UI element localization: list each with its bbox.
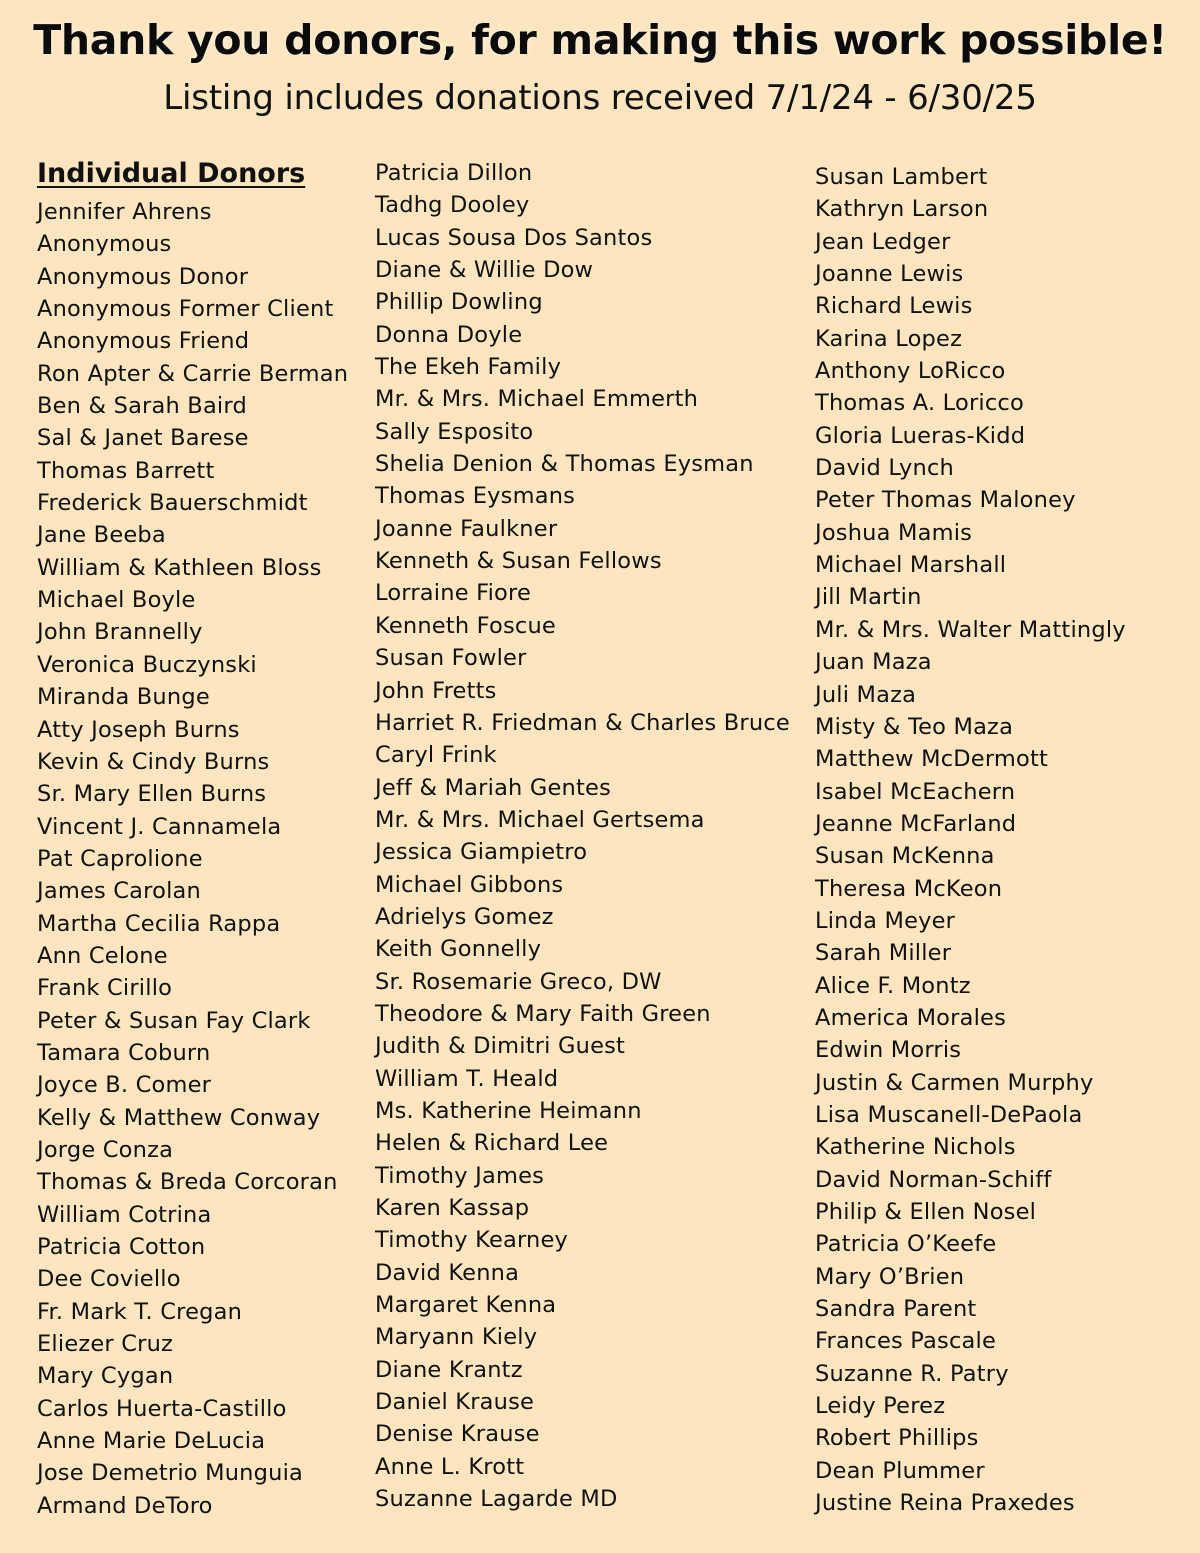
donor-name: Carlos Huerta-Castillo <box>37 1395 287 1422</box>
donor-name: Jessica Giampietro <box>375 839 588 866</box>
donor-name: Edwin Morris <box>815 1037 962 1064</box>
donor-name: Isabel McEachern <box>815 778 1016 805</box>
donor-name: Theodore & Mary Faith Green <box>375 1000 711 1027</box>
donor-name: Karina Lopez <box>815 325 963 352</box>
donor-name: Sal & Janet Barese <box>37 425 249 452</box>
donor-name: James Carolan <box>37 878 201 905</box>
donor-name: Susan McKenna <box>815 843 995 870</box>
donor-name: Sr. Mary Ellen Burns <box>37 781 267 808</box>
donor-name: Lisa Muscanell-DePaola <box>815 1101 1083 1128</box>
donor-name: Justin & Carmen Murphy <box>815 1069 1094 1096</box>
donor-name: Frank Cirillo <box>37 975 173 1002</box>
donor-name: Anthony LoRicco <box>815 358 1006 385</box>
donor-name: Timothy Kearney <box>375 1227 569 1254</box>
donor-name: Thomas & Breda Corcoran <box>37 1169 338 1196</box>
donor-name: Karen Kassap <box>375 1195 530 1221</box>
donor-name: Martha Cecilia Rappa <box>37 910 281 937</box>
donor-name: Keith Gonnelly <box>375 936 542 963</box>
donor-name: Margaret Kenna <box>375 1292 557 1319</box>
donor-name: Philip & Ellen Nosel <box>815 1199 1037 1225</box>
donor-name: Peter & Susan Fay Clark <box>37 1007 311 1034</box>
donor-name: Gloria Lueras-Kidd <box>815 422 1026 449</box>
donor-name: David Norman-Schiff <box>815 1166 1052 1193</box>
page-title: Thank you donors, for making this work possible! <box>33 16 1167 64</box>
donor-name: Patricia Dillon <box>375 160 533 186</box>
donor-name: Anonymous Former Client <box>37 296 334 323</box>
donor-name: The Ekeh Family <box>375 354 562 381</box>
donor-name: Kelly & Matthew Conway <box>37 1104 321 1131</box>
donor-name: Daniel Krause <box>375 1389 535 1416</box>
donor-name: Kathryn Larson <box>815 196 989 223</box>
donor-name: Theresa McKeon <box>815 875 1003 902</box>
donor-name: Thomas Barrett <box>37 457 215 484</box>
donor-name: Frances Pascale <box>815 1328 997 1355</box>
donor-name: Veronica Buczynski <box>37 651 257 678</box>
donor-name: Katherine Nichols <box>815 1134 1016 1161</box>
donor-name: Thomas Eysmans <box>375 483 576 510</box>
donor-name: Jean Ledger <box>815 228 951 255</box>
donor-name: David Lynch <box>815 455 954 482</box>
donor-name: Adrielys Gomez <box>375 903 554 930</box>
donor-name: Fr. Mark T. Cregan <box>37 1298 243 1325</box>
donor-name: Peter Thomas Maloney <box>815 487 1076 514</box>
donor-name: Matthew McDermott <box>815 746 1049 773</box>
donor-name: Michael Gibbons <box>375 871 564 898</box>
donor-name: Juan Maza <box>815 649 932 676</box>
donor-name: Dean Plummer <box>815 1457 985 1484</box>
donor-name: Susan Fowler <box>375 645 527 672</box>
donor-name: John Fretts <box>375 677 497 704</box>
donor-name: Mr. & Mrs. Michael Emmerth <box>375 386 699 413</box>
donor-name: Susan Lambert <box>815 164 988 190</box>
donor-name: Suzanne R. Patry <box>815 1360 1009 1387</box>
donor-name: Jane Beeba <box>37 522 166 549</box>
donor-name: Dee Coviello <box>37 1266 181 1293</box>
donor-name: Atty Joseph Burns <box>37 716 240 743</box>
donor-name: Anonymous Donor <box>37 263 249 290</box>
donor-name: Thomas A. Loricco <box>815 390 1024 417</box>
donor-name: Frederick Bauerschmidt <box>37 490 308 517</box>
donor-name: Michael Marshall <box>815 552 1007 579</box>
donor-name: Robert Phillips <box>815 1425 979 1452</box>
donor-column-1 <box>37 196 348 1522</box>
donor-name: Miranda Bunge <box>37 684 210 711</box>
donor-name: Sarah Miller <box>815 940 952 967</box>
donor-name: Patricia O’Keefe <box>815 1231 997 1258</box>
donor-name: America Morales <box>815 1004 1006 1031</box>
donor-name: Ben & Sarah Baird <box>37 393 247 420</box>
donor-name: Ann Celone <box>37 942 168 969</box>
donor-name: Sally Esposito <box>375 418 534 445</box>
donor-name: Eliezer Cruz <box>37 1331 174 1358</box>
donor-name: Anonymous <box>37 231 172 258</box>
donor-name: Kevin & Cindy Burns <box>37 748 270 775</box>
donor-name: Jill Martin <box>815 584 922 611</box>
donor-name: Lorraine Fiore <box>375 580 532 607</box>
donor-name: Jeanne McFarland <box>815 810 1017 837</box>
donor-name: Mary Cygan <box>37 1363 174 1390</box>
donor-name: Mr. & Mrs. Michael Gertsema <box>375 806 705 833</box>
donor-name: Maryann Kiely <box>375 1324 538 1351</box>
donor-name: Jeff & Mariah Gentes <box>375 774 611 801</box>
donor-name: Alice F. Montz <box>815 972 971 999</box>
section-heading-individual-donors: Individual Donors <box>37 158 306 189</box>
donor-name: William T. Heald <box>375 1065 559 1092</box>
donor-name: Anonymous Friend <box>37 328 250 355</box>
donor-name: Richard Lewis <box>815 293 973 320</box>
donor-name: Helen & Richard Lee <box>375 1130 609 1157</box>
donor-name: Misty & Teo Maza <box>815 713 1014 740</box>
donor-name: Caryl Frink <box>375 742 497 769</box>
donor-name: Shelia Denion & Thomas Eysman <box>375 451 754 478</box>
donor-name: Suzanne Lagarde MD <box>375 1486 618 1513</box>
donor-name: Joshua Mamis <box>815 519 973 546</box>
donor-name: Joanne Faulkner <box>375 515 558 542</box>
donor-name: Anne Marie DeLucia <box>37 1428 266 1455</box>
donor-name: Ms. Katherine Heimann <box>375 1097 642 1124</box>
donor-name: Timothy James <box>375 1162 545 1189</box>
donor-name: Denise Krause <box>375 1421 540 1448</box>
donor-name: Pat Caprolione <box>37 845 203 872</box>
donor-name: David Kenna <box>375 1259 520 1286</box>
donor-name: Sr. Rosemarie Greco, DW <box>375 968 662 995</box>
donor-name: Jennifer Ahrens <box>37 199 212 225</box>
donor-name: John Brannelly <box>37 619 203 646</box>
donor-name: Lucas Sousa Dos Santos <box>375 224 653 251</box>
donor-name: Diane Krantz <box>375 1356 523 1383</box>
donor-name: Ron Apter & Carrie Berman <box>37 360 349 387</box>
donor-column-3 <box>815 161 1126 1519</box>
donor-name: Juli Maza <box>815 681 917 708</box>
donor-name: Jose Demetrio Munguia <box>37 1460 304 1487</box>
donor-name: Diane & Willie Dow <box>375 257 594 284</box>
donor-name: Vincent J. Cannamela <box>37 813 282 840</box>
donor-name: Michael Boyle <box>37 587 196 614</box>
donor-column-2 <box>375 157 790 1515</box>
donor-name: Donna Doyle <box>375 321 523 348</box>
donor-name: Jorge Conza <box>37 1136 174 1163</box>
donor-name: Mary O’Brien <box>815 1263 965 1290</box>
donor-name: Joyce B. Comer <box>37 1072 212 1099</box>
page-subtitle: Listing includes donations received 7/1/24 - 6/30/25 <box>163 78 1037 118</box>
donor-name: Patricia Cotton <box>37 1234 206 1260</box>
donor-name: Mr. & Mrs. Walter Mattingly <box>815 616 1126 643</box>
donor-name: Anne L. Krott <box>375 1453 525 1480</box>
donor-name: Judith & Dimitri Guest <box>375 1033 626 1060</box>
donor-name: William Cotrina <box>37 1201 212 1228</box>
donor-name: Justine Reina Praxedes <box>815 1490 1075 1517</box>
donor-name: Kenneth & Susan Fellows <box>375 548 662 575</box>
donor-name: Linda Meyer <box>815 907 956 934</box>
donor-name: William & Kathleen Bloss <box>37 554 322 581</box>
donor-name: Sandra Parent <box>815 1296 977 1323</box>
donor-name: Kenneth Foscue <box>375 612 556 639</box>
donor-name: Tadhg Dooley <box>375 192 530 219</box>
donor-name: Leidy Perez <box>815 1393 946 1420</box>
donor-name: Tamara Coburn <box>37 1039 211 1066</box>
donor-name: Armand DeToro <box>37 1492 213 1519</box>
donor-name: Harriet R. Friedman & Charles Bruce <box>375 709 790 736</box>
donor-name: Phillip Dowling <box>375 289 543 316</box>
donor-name: Joanne Lewis <box>815 261 964 288</box>
